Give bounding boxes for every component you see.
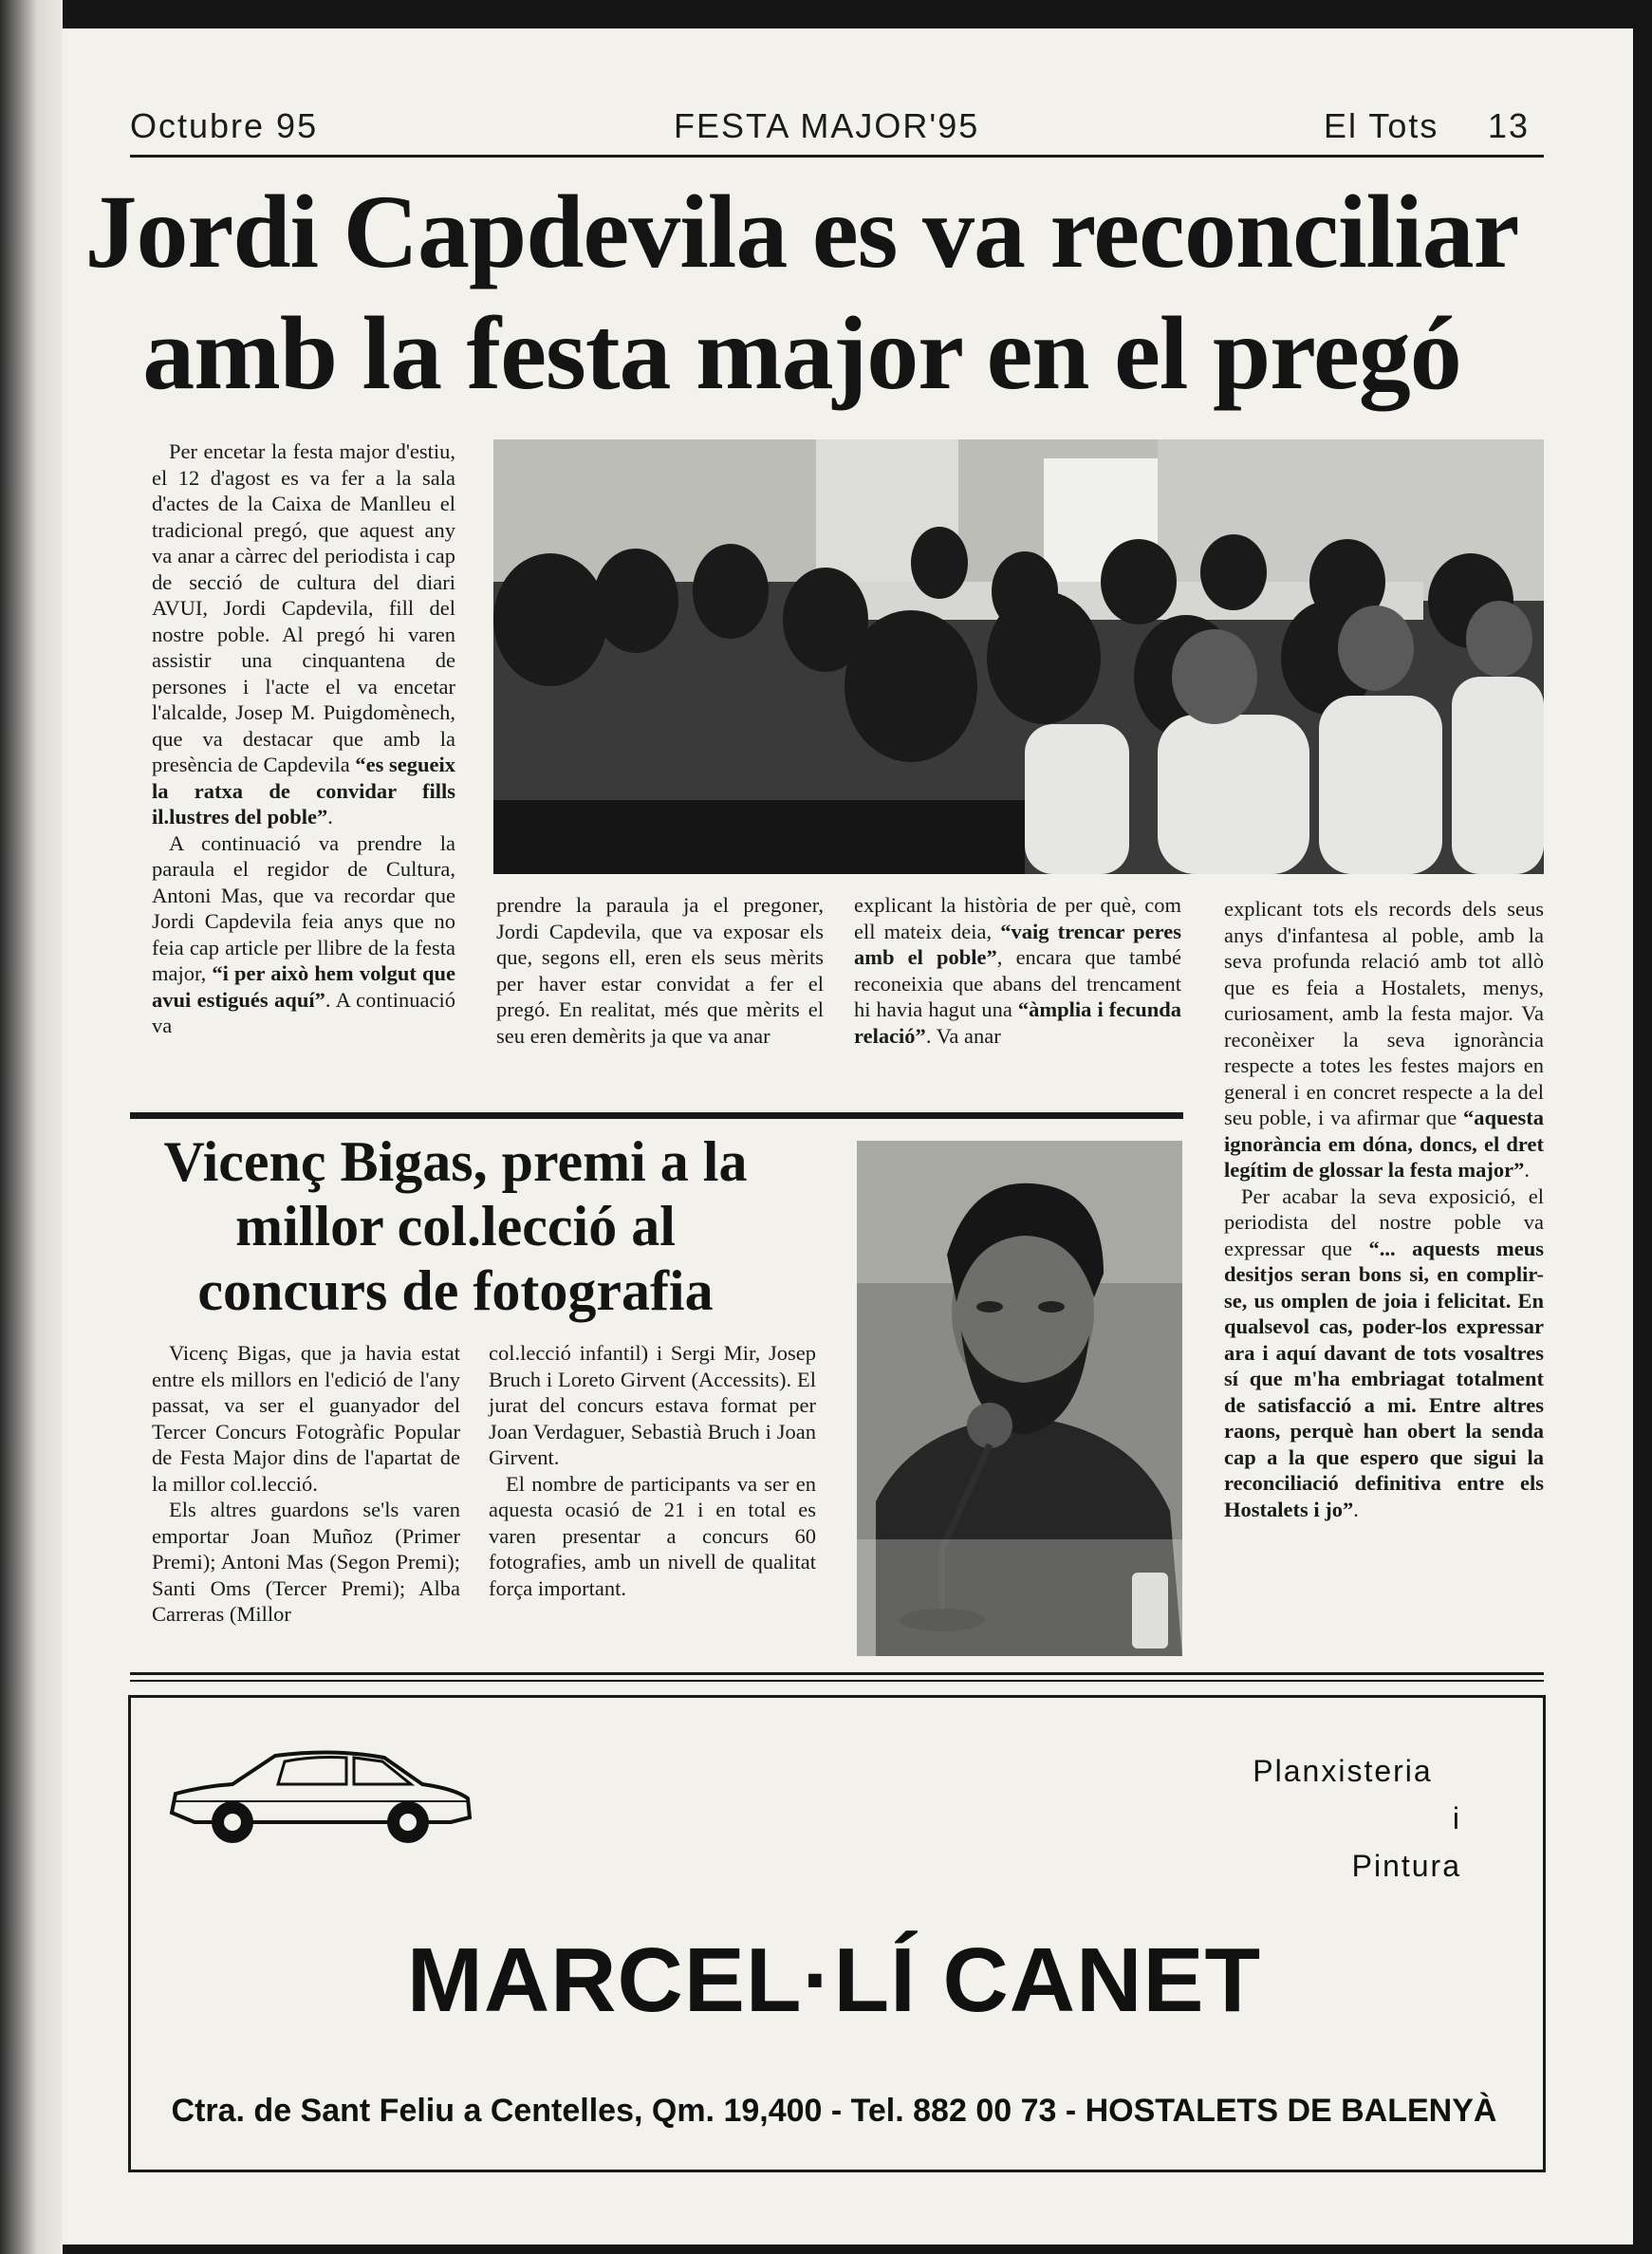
header-publication: El Tots <box>1324 106 1439 145</box>
second-headline-line3: concurs de fotografia <box>197 1259 714 1322</box>
main-headline-line1: Jordi Capdevila es va reconciliar <box>84 174 1519 289</box>
article-separator-rule <box>130 1112 1183 1119</box>
second-article-column-1: Vicenç Bigas, que ja havia estat entre els millors en l'edició de l'any passat, va ser el guanyador del Tercer Concurs Fotogràfic Popular de Festa Major dins de l'apartat de la millor col.lecció. Els altres guardons se'ls varen emportar Joan Muñoz (Primer Premi); Antoni Mas (Segon Premi); Santi Oms (Tercer Premi); Alba Carreras (Millor <box>152 1341 460 1626</box>
audience-photo-illustration <box>493 439 1544 874</box>
car-icon <box>166 1746 474 1851</box>
ad-service-paint: Pintura <box>1351 1849 1461 1883</box>
speaker-photo-illustration <box>857 1141 1182 1656</box>
main-article-column-1: Per encetar la festa major d'estiu, el 12 d'agost es va fer a la sala d'actes de la Caixa de Manlleu el tradicional pregó, que aquest any va anar a càrrec del periodista i cap de secció de cultura del diari AVUI, Jordi Capdevila, fill del nostre poble. Al pregó hi varen assistir una cinquantena de persones i l'acte el va encetar l'alcalde, Josep M. Puigdomènech, que va destacar que amb la presència de Capdevila “es segueix la ratxa de convidar fills il.lustres del poble”. A continuació va prendre la paraula el regidor de Cultura, Antoni Mas, que va recordar que Jordi Capdevila feia anys que no feia cap article per llibre de la festa major, “i per això hem volgut que avui estigués aquí”. A continuació va <box>152 439 455 1037</box>
ad-service-conjunction: i <box>1452 1801 1461 1835</box>
ad-address-line: Ctra. de Sant Feliu a Centelles, Qm. 19,400 - Tel. 882 00 73 - HOSTALETS DE BALENYÀ <box>171 2093 1497 2129</box>
header-rule <box>130 155 1544 158</box>
main-article-column-2: prendre la paraula ja el pregoner, Jordi Capdevila, que va exposar els que, segons ell, eren els seus mèrits per haver estar convidat a fer el pregó. En realitat, més que mèrits el seu eren demèrits ja que va anar <box>496 893 824 1048</box>
second-article-column-2: col.lecció infantil) i Sergi Mir, Josep Bruch i Loreto Girvent (Accessits). El jurat del concurs estava format per Joan Verdaguer, Sebastià Bruch i Joan Girvent. El nombre de participants va ser en aquesta ocasió de 21 i en total es varen presentar a concurs 60 fotografies, amb un nivell de qualitat força important. <box>489 1341 816 1600</box>
second-headline-line2: millor col.lecció al <box>235 1195 676 1257</box>
header-date: Octubre 95 <box>130 106 319 145</box>
ad-double-rule-top <box>130 1672 1544 1675</box>
header-page-number: 13 <box>1488 106 1531 145</box>
ad-brand-name: MARCEL·LÍ CANET <box>406 1929 1262 2031</box>
ad-service-bodywork: Planxisteria <box>1253 1754 1433 1788</box>
main-photo-audience <box>493 439 1544 874</box>
header-section: FESTA MAJOR'95 <box>674 106 980 145</box>
portrait-photo-speaker <box>857 1141 1182 1656</box>
second-headline-line1: Vicenç Bigas, premi a la <box>163 1130 748 1193</box>
main-article-column-3: explicant la història de per què, com ell mateix deia, “vaig trencar peres amb el poble”, encara que també reconeixia que abans del trencament hi havia hagut una “àmplia i fecunda relació”. Va anar <box>854 893 1181 1048</box>
main-headline-line2: amb la festa major en el pregó <box>142 295 1461 411</box>
main-article-column-4: explicant tots els records dels seus anys d'infantesa al poble, amb la seva profunda relació amb tot allò que es feia a Hostalets, menys, curiosament, amb la festa major. Va reconèixer la seva ignorància respecte a totes les festes majors en general i en concret respecte a la del seu poble, i va afirmar que “aquesta ignorància em dóna, doncs, el dret legítim de glossar la festa major”. Per acabar la seva exposició, el periodista del nostre poble va expressar que “... aquests meus desitjos seran bons si, en complir-se, us omplen de joia i felicitat. En qualsevol cas, poder-los expressar ara i aquí davant de tots vosaltres sí que m'ha embriagat totalment de satisfacció a mi. Entre altres raons, perquè han obert la senda cap a la que espero que sigui la reconciliació definitiva entre els Hostalets i jo”. <box>1224 897 1544 1521</box>
ad-double-rule-bottom <box>130 1680 1544 1682</box>
binding-spine <box>0 0 63 2254</box>
